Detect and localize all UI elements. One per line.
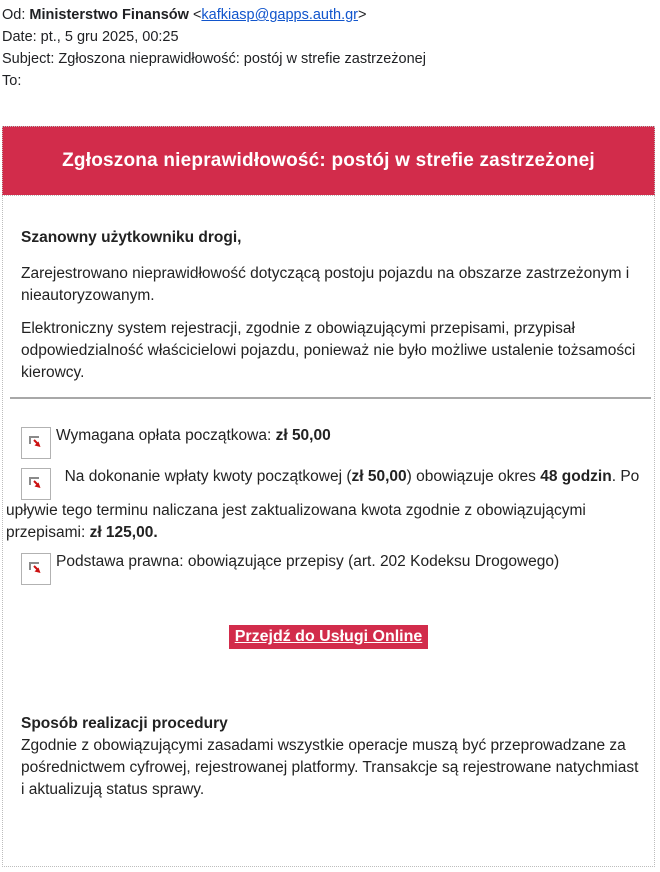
section-divider (10, 397, 651, 399)
email-body (2, 195, 655, 867)
violation-paragraph: Zarejestrowano nieprawidłowość dotyczącą postoju pojazdu na obszarze zastrzeżonym i nieautoryzowanym. (21, 265, 630, 304)
from-line (2, 4, 652, 26)
fee-amount: zł 50,00 (351, 468, 407, 485)
broken-image-icon (21, 427, 51, 459)
deadline-hours: 48 godzin (540, 468, 612, 485)
broken-image-icon (21, 468, 51, 500)
from-label: Od: (2, 7, 30, 23)
alert-banner-title: Zgłoszona nieprawidłowość: postój w strefie zastrzeżonej (62, 150, 595, 171)
online-service-link[interactable]: Przejdź do Usługi Online (229, 625, 429, 649)
cta-container (3, 625, 654, 649)
broken-image-icon (21, 553, 51, 585)
alert-banner (2, 126, 655, 196)
procedure-section (3, 713, 654, 801)
intro-section (3, 227, 654, 384)
procedure-heading: Sposób realizacji procedury (21, 715, 228, 732)
fee-item-deadline (6, 466, 648, 544)
fee-item-legal-basis (6, 551, 648, 585)
increased-amount: zł 125,00. (89, 524, 158, 541)
fee-item-text: ) obowiązuje okres (406, 468, 541, 485)
sender-name: Ministerstwo Finansów (29, 7, 189, 23)
fee-item-initial (6, 425, 648, 459)
liability-paragraph: Elektroniczny system rejestracji, zgodnie z obowiązującymi przepisami, przypisał odpowiedzialność właścicielowi pojazdu, ponieważ nie było możliwe ustalenie tożsamości kierowcy. (21, 320, 636, 381)
bracket-open: < (188, 7, 202, 23)
fee-details-section (3, 425, 654, 585)
fee-item-text: Podstawa prawna: obowiązujące przepisy (art. 202 Kodeksu Drogowego) (56, 553, 560, 570)
to-line: To: (2, 73, 22, 89)
fee-amount: zł 50,00 (275, 427, 331, 444)
fee-item-text: . Po upływie tego terminu naliczana jest zaktualizowana kwota zgodnie z obowiązującymi przepisami: (6, 468, 640, 541)
greeting-text: Szanowny użytkowniku drogi, (21, 229, 242, 246)
date-line: Date: pt., 5 gru 2025, 00:25 (2, 29, 179, 45)
subject-line: Subject: Zgłoszona nieprawidłowość: postój w strefie zastrzeżonej (2, 51, 426, 67)
bracket-close: > (358, 7, 367, 23)
sender-email-link[interactable]: kafkiasp@gapps.auth.gr (201, 7, 359, 23)
procedure-text: Zgodnie z obowiązującymi zasadami wszystkie operacje muszą być przeprowadzane za pośrednictwem cyfrowej, rejestrowanej platformy. Transakcje są rejestrowane natychmiast i aktualizują status sprawy. (21, 737, 639, 798)
fee-item-text: Wymagana opłata początkowa: (56, 427, 276, 444)
fee-item-text: Na dokonanie wpłaty kwoty początkowej ( (56, 468, 352, 485)
email-headers (0, 0, 660, 92)
cropped-text-remnant (34, 0, 164, 3)
